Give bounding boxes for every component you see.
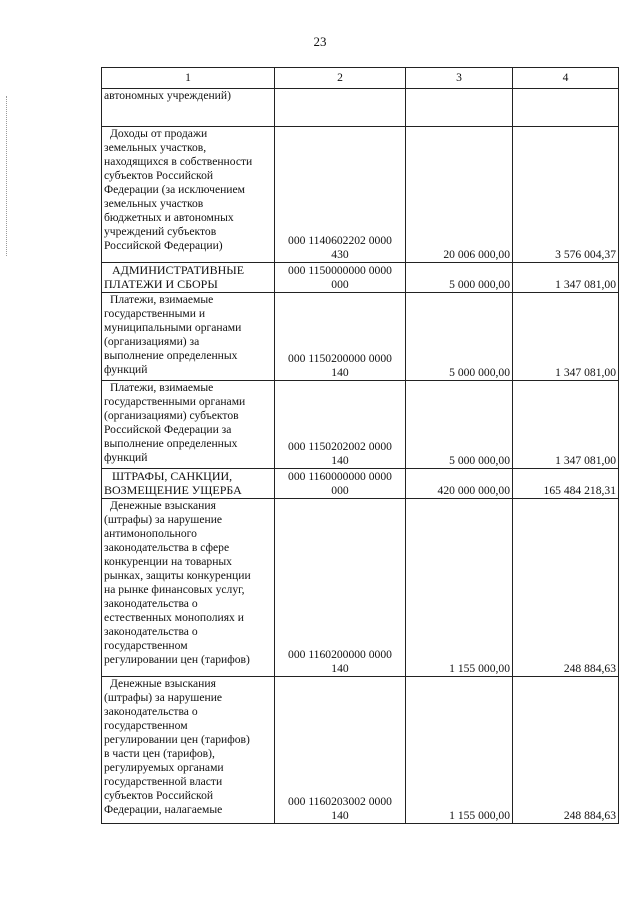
row-code-cell: 000 1160200000 0000 140 xyxy=(275,499,406,677)
row-actual-amount-cell xyxy=(513,89,619,127)
table-row xyxy=(102,89,619,127)
row-code-cell: 000 1140602202 0000 430 xyxy=(275,127,406,263)
budget-revenue-table xyxy=(101,67,619,824)
row-actual-amount-cell: 1 347 081,00 xyxy=(513,293,619,381)
row-code-cell: 000 1160000000 0000 000 xyxy=(275,469,406,499)
row-name-cell: Денежные взыскания (штрафы) за нарушение антимонопольного законодательства в сфере конкуренции на товарных рынках, защиты конкуренции на рынке финансовых услуг, законодательства о естественных монополиях и законодательства о государственном регулировании цен (тарифов) xyxy=(102,499,275,677)
row-plan-amount-cell: 5 000 000,00 xyxy=(406,293,513,381)
table-row xyxy=(102,263,619,293)
table-row xyxy=(102,127,619,263)
row-actual-amount-cell: 165 484 218,31 xyxy=(513,469,619,499)
row-plan-amount-cell: 20 006 000,00 xyxy=(406,127,513,263)
row-name-cell: автономных учреждений) xyxy=(102,89,275,127)
row-plan-amount-cell: 5 000 000,00 xyxy=(406,263,513,293)
page-number: 23 xyxy=(313,34,327,49)
row-code-cell: 000 1150202002 0000 140 xyxy=(275,381,406,469)
row-actual-amount-cell: 3 576 004,37 xyxy=(513,127,619,263)
row-plan-amount-cell: 1 155 000,00 xyxy=(406,677,513,824)
table-row xyxy=(102,677,619,824)
table-header-row xyxy=(102,68,619,89)
table-row xyxy=(102,469,619,499)
row-name-cell: Платежи, взимаемые государственными и муниципальными органами (организациями) за выполнение определенных функций xyxy=(102,293,275,381)
row-plan-amount-cell xyxy=(406,89,513,127)
row-actual-amount-cell: 248 884,63 xyxy=(513,499,619,677)
table-body xyxy=(102,89,619,824)
header-col-2: 2 xyxy=(275,68,406,89)
row-plan-amount-cell: 420 000 000,00 xyxy=(406,469,513,499)
row-name-cell: АДМИНИСТРАТИВНЫЕ ПЛАТЕЖИ И СБОРЫ xyxy=(102,263,275,293)
row-plan-amount-cell: 1 155 000,00 xyxy=(406,499,513,677)
table-row xyxy=(102,381,619,469)
scan-margin-mark xyxy=(6,96,8,256)
row-plan-amount-cell: 5 000 000,00 xyxy=(406,381,513,469)
row-code-cell xyxy=(275,89,406,127)
row-code-cell: 000 1150200000 0000 140 xyxy=(275,293,406,381)
row-actual-amount-cell: 1 347 081,00 xyxy=(513,263,619,293)
row-code-cell: 000 1150000000 0000 000 xyxy=(275,263,406,293)
row-code-cell: 000 1160203002 0000 140 xyxy=(275,677,406,824)
row-name-cell: ШТРАФЫ, САНКЦИИ, ВОЗМЕЩЕНИЕ УЩЕРБА xyxy=(102,469,275,499)
row-name-cell: Доходы от продажи земельных участков, находящихся в собственности субъектов Российской Федерации (за исключением земельных участков бюджетных и автономных учреждений субъектов Российской Федерации) xyxy=(102,127,275,263)
table-row xyxy=(102,293,619,381)
row-actual-amount-cell: 1 347 081,00 xyxy=(513,381,619,469)
header-col-4: 4 xyxy=(513,68,619,89)
table-row xyxy=(102,499,619,677)
row-name-cell: Денежные взыскания (штрафы) за нарушение законодательства о государственном регулировании цен (тарифов) в части цен (тарифов), регулируемых органами государственной власти субъектов Российской Федерации, налагаемые xyxy=(102,677,275,824)
row-actual-amount-cell: 248 884,63 xyxy=(513,677,619,824)
header-col-1: 1 xyxy=(102,68,275,89)
header-col-3: 3 xyxy=(406,68,513,89)
row-name-cell: Платежи, взимаемые государственными органами (организациями) субъектов Российской Федерации за выполнение определенных функций xyxy=(102,381,275,469)
